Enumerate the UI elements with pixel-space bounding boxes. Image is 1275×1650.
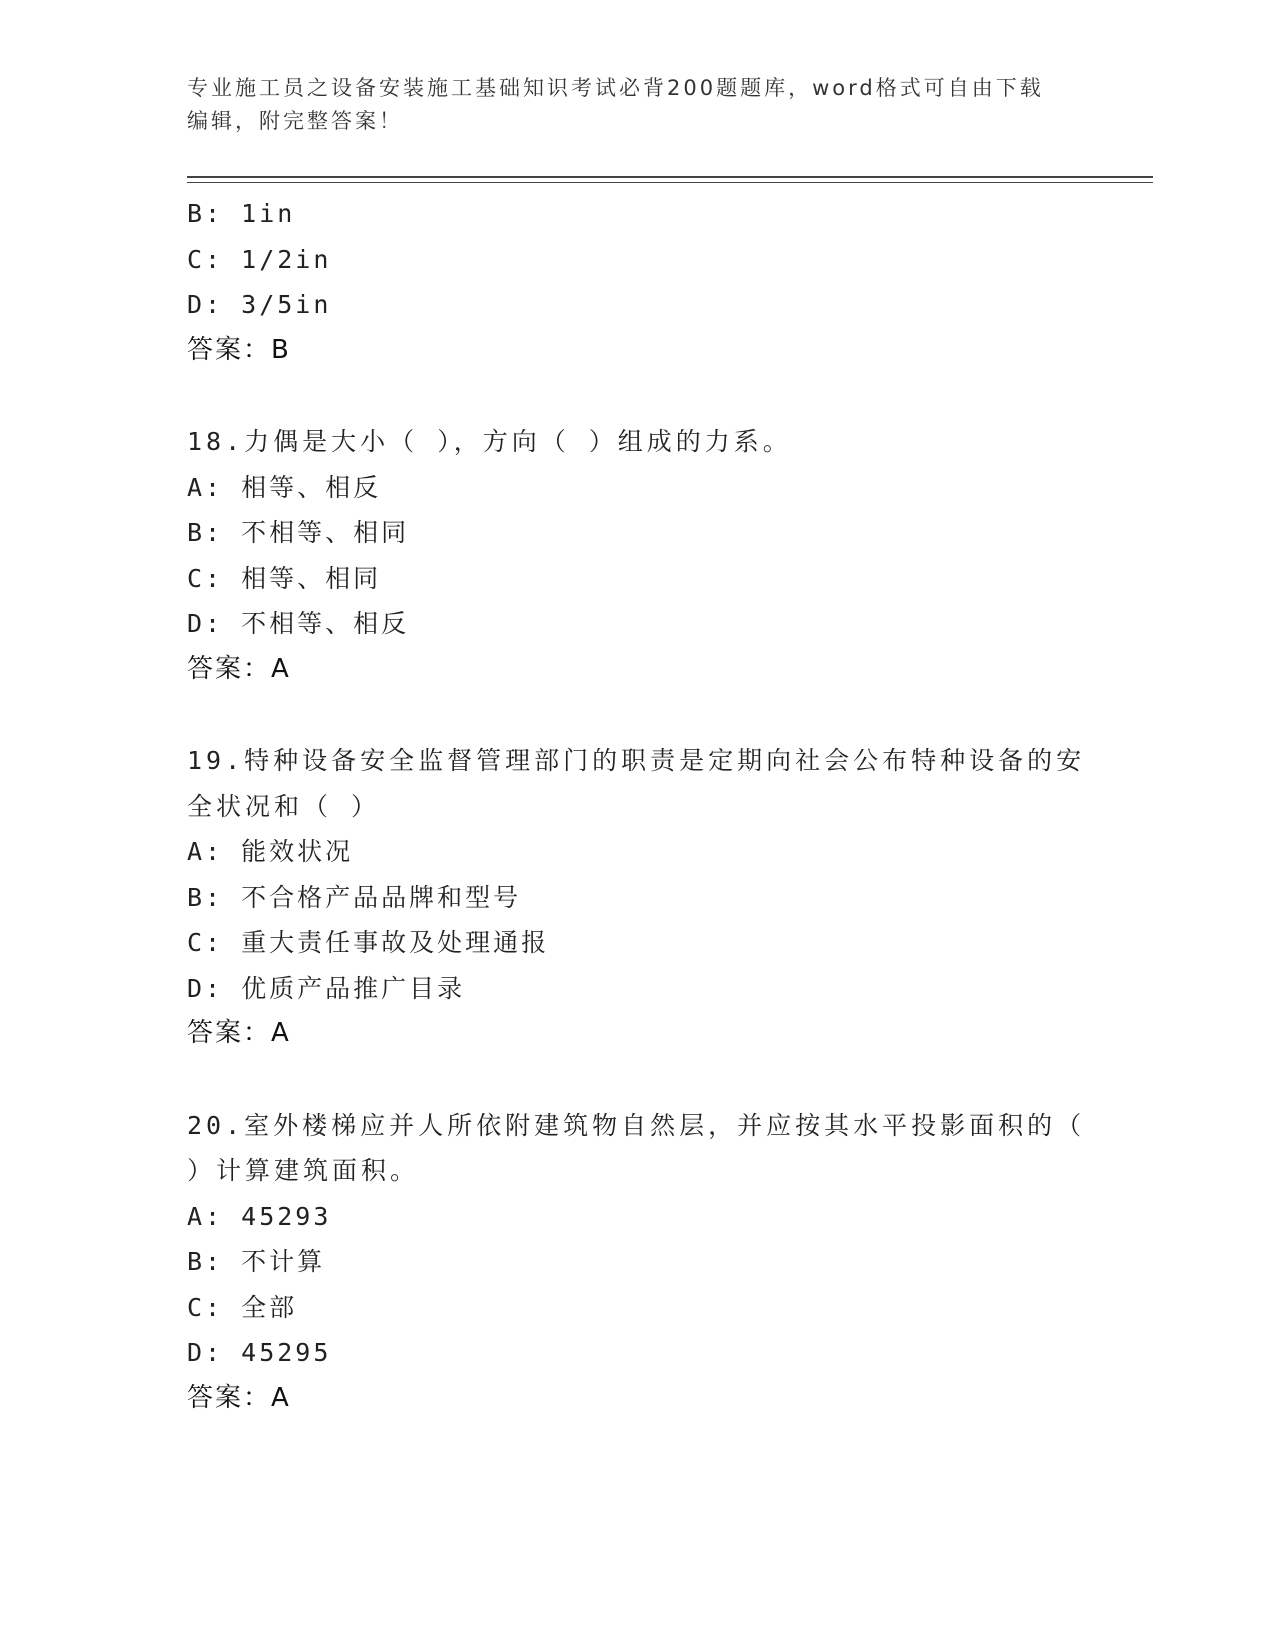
- option-c: C: 全部: [187, 1292, 298, 1322]
- option-b: B: 不计算: [187, 1247, 326, 1276]
- question-stem-line-2: ）计算建筑面积。: [187, 1156, 420, 1185]
- question-list: [187, 191, 1087, 1421]
- question-stem-line-2: 全状况和（ ）: [187, 791, 381, 821]
- question-19: [187, 738, 1087, 1057]
- spacer: [187, 373, 1087, 419]
- question-stem-line-1: 19.特种设备安全监督管理部门的职责是定期向社会公布特种设备的安: [187, 746, 1086, 775]
- option-d: D: 优质产品推广目录: [187, 973, 466, 1003]
- document-header: [187, 72, 1067, 138]
- spacer: [187, 1057, 1087, 1103]
- option-b: B: 1in: [187, 199, 296, 228]
- header-title-line-1: 专业施工员之设备安装施工基础知识考试必背200题题库，word格式可自由下载: [187, 76, 1044, 100]
- question-20: [187, 1103, 1087, 1422]
- answer-line: 答案：A: [187, 1018, 291, 1048]
- spacer: [187, 692, 1087, 738]
- option-a: A: 相等、相反: [187, 472, 382, 502]
- question-18: [187, 419, 1087, 692]
- option-d: D: 不相等、相反: [187, 609, 410, 638]
- option-d: D: 45295: [187, 1338, 332, 1367]
- option-c: C: 重大责任事故及处理通报: [187, 928, 550, 957]
- option-c: C: 1/2in: [187, 244, 332, 274]
- header-divider-thick: [187, 176, 1153, 178]
- option-a: A: 能效状况: [187, 837, 354, 866]
- option-d: D: 3/5in: [187, 290, 332, 319]
- header-divider-thin: [187, 182, 1153, 183]
- question-stem-line-1: 20.室外楼梯应并人所依附建筑物自然层，并应按其水平投影面积的（: [187, 1110, 1086, 1140]
- option-b: B: 不合格产品品牌和型号: [187, 882, 522, 912]
- option-c: C: 相等、相同: [187, 563, 382, 593]
- question-17-continued: [187, 191, 1087, 373]
- header-title-line-2: 编辑，附完整答案！: [187, 109, 403, 133]
- answer-line: 答案：B: [187, 334, 291, 365]
- option-b: B: 不相等、相同: [187, 518, 410, 547]
- answer-line: 答案：A: [187, 1382, 291, 1413]
- answer-line: 答案：A: [187, 653, 291, 684]
- option-a: A: 45293: [187, 1201, 332, 1231]
- question-stem: 18.力偶是大小（ ），方向（ ）组成的力系。: [187, 427, 792, 456]
